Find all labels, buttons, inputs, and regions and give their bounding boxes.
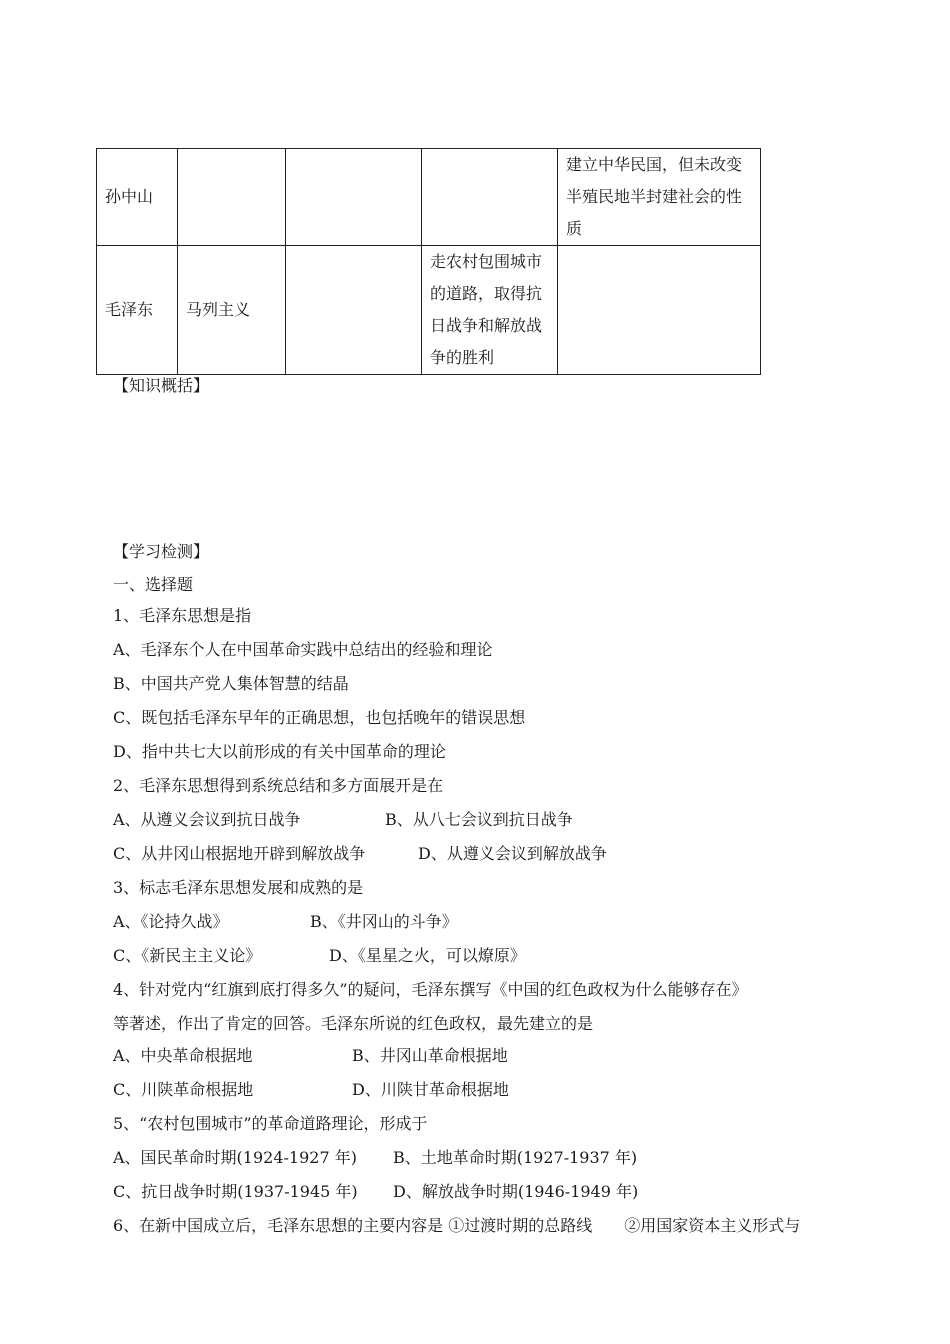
comparison-table <box>96 148 761 375</box>
option-d: D、从遵义会议到解放战争 <box>418 844 607 863</box>
question-stem: 3、标志毛泽东思想发展和成熟的是 <box>113 878 364 897</box>
question-stem-continued: 等著述，作出了肯定的回答。毛泽东所说的红色政权，最先建立的是 <box>113 1014 594 1033</box>
option-c: C、既包括毛泽东早年的正确思想，也包括晚年的错误思想 <box>113 708 526 727</box>
option-c: C、抗日战争时期(1937-1945 年) <box>113 1182 358 1201</box>
option-d: D、川陕甘革命根据地 <box>352 1080 509 1099</box>
option-c: C、从井冈山根据地开辟到解放战争 <box>113 844 366 863</box>
question-stem: 1、毛泽东思想是指 <box>113 606 252 625</box>
question-stem: 2、毛泽东思想得到系统总结和多方面展开是在 <box>113 776 444 795</box>
table-row <box>97 149 761 246</box>
option-b: B、中国共产党人集体智慧的结晶 <box>113 674 349 693</box>
option-b: B、《井冈山的斗争》 <box>310 912 458 931</box>
question-stem: 5、“农村包围城市”的革命道路理论，形成于 <box>113 1114 428 1133</box>
section-heading-summary: 【知识概括】 <box>113 376 210 395</box>
option-d: D、解放战争时期(1946-1949 年) <box>393 1182 639 1201</box>
table-cell <box>558 246 761 375</box>
option-b: B、土地革命时期(1927-1937 年) <box>393 1148 638 1167</box>
table-cell <box>286 246 422 375</box>
table-cell-person: 孙中山 <box>97 149 178 246</box>
table-cell-result: 建立中华民国，但未改变半殖民地半封建社会的性质 <box>558 149 761 246</box>
option-a: A、从遵义会议到抗日战争 <box>113 810 301 829</box>
table-cell-path: 走农村包围城市的道路，取得抗日战争和解放战争的胜利 <box>422 246 558 375</box>
section-heading-check: 【学习检测】 <box>113 542 210 561</box>
option-b: B、从八七会议到抗日战争 <box>385 810 573 829</box>
table-cell <box>286 149 422 246</box>
option-c: C、川陕革命根据地 <box>113 1080 254 1099</box>
option-a: A、《论持久战》 <box>113 912 229 931</box>
option-a: A、国民革命时期(1924-1927 年) <box>113 1148 357 1167</box>
question-stem: 4、针对党内“红旗到底打得多久”的疑问，毛泽东撰写《中国的红色政权为什么能够存在》 <box>113 980 748 999</box>
option-c: C、《新民主主义论》 <box>113 946 262 965</box>
part-heading: 一、选择题 <box>113 575 194 594</box>
option-d: D、《星星之火，可以燎原》 <box>329 946 526 965</box>
table-cell-person: 毛泽东 <box>97 246 178 375</box>
option-d: D、指中共七大以前形成的有关中国革命的理论 <box>113 742 446 761</box>
option-a: A、中央革命根据地 <box>113 1046 253 1065</box>
table-cell-theory: 马列主义 <box>178 246 286 375</box>
table-row <box>97 246 761 375</box>
question-stem: 6、在新中国成立后，毛泽东思想的主要内容是 ①过渡时期的总路线 ②用国家资本主义形式与 <box>113 1216 801 1235</box>
table-cell <box>422 149 558 246</box>
option-a: A、毛泽东个人在中国革命实践中总结出的经验和理论 <box>113 640 493 659</box>
option-b: B、井冈山革命根据地 <box>352 1046 508 1065</box>
table-cell <box>178 149 286 246</box>
